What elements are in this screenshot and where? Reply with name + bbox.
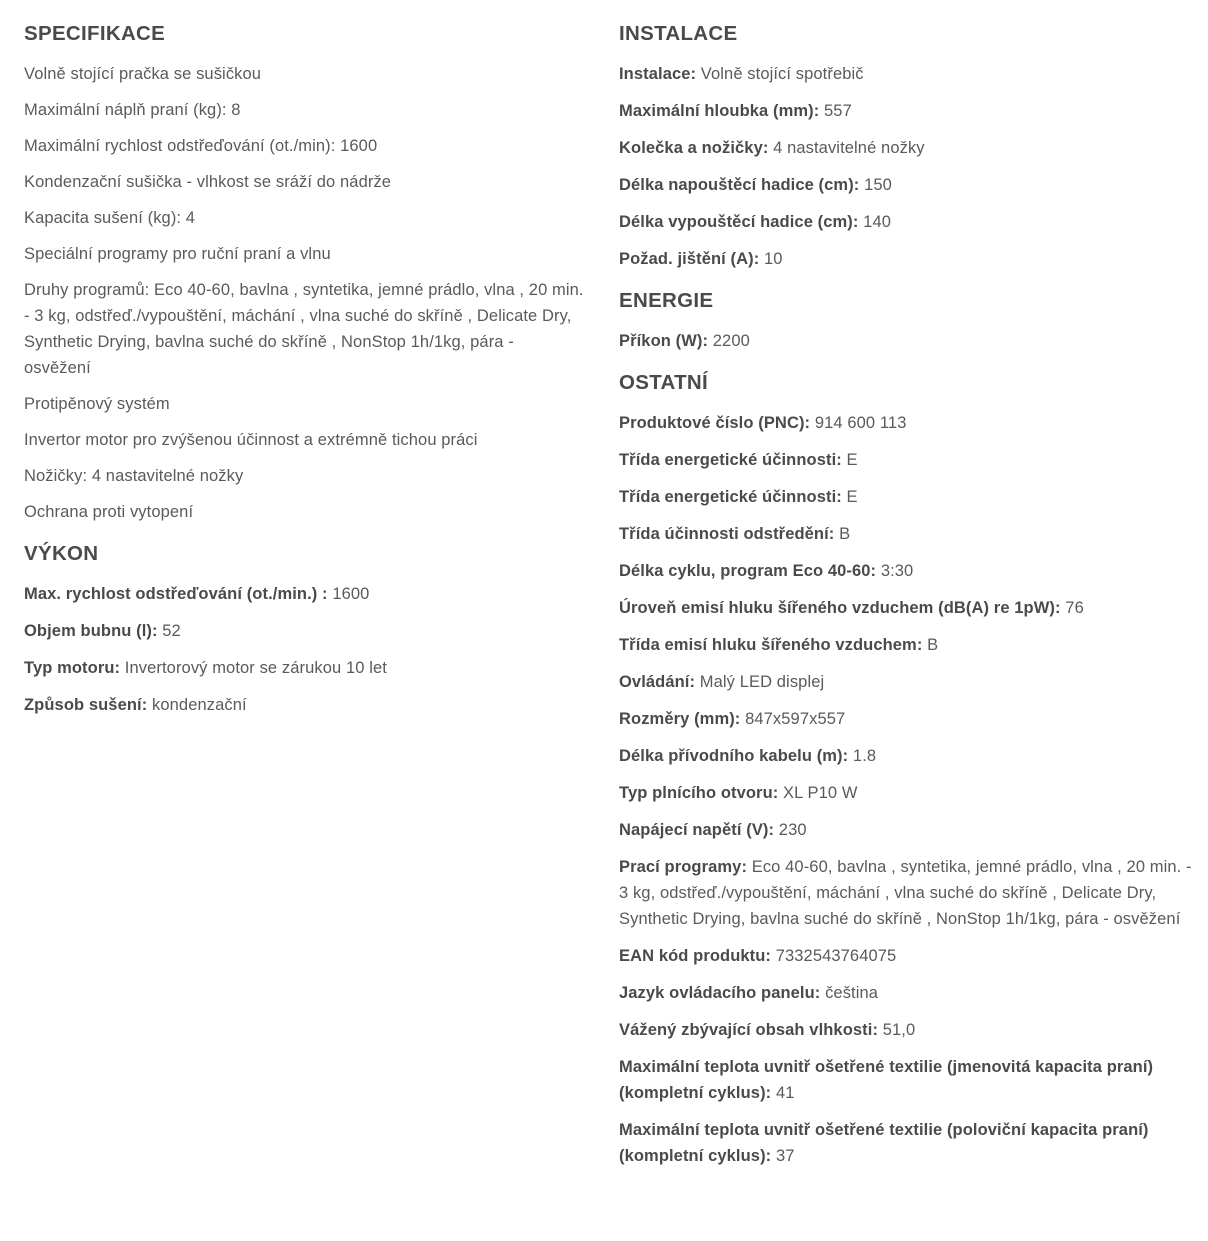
spec-label: Prací programy: xyxy=(619,858,748,876)
spec-label: Maximální hloubka (mm): xyxy=(619,102,820,120)
spec-row xyxy=(619,1054,1194,1106)
spec-row xyxy=(619,246,1194,272)
spec-label: EAN kód produktu: xyxy=(619,947,772,965)
right-column xyxy=(619,19,1194,1180)
spec-value: Volně stojící spotřebič xyxy=(696,65,864,83)
spec-value: 37 xyxy=(771,1147,795,1165)
spec-row xyxy=(619,1017,1194,1043)
spec-row xyxy=(619,854,1194,932)
spec-label: Třída energetické účinnosti: xyxy=(619,451,842,469)
spec-row xyxy=(619,743,1194,769)
spec-label: Délka cyklu, program Eco 40-60: xyxy=(619,562,877,580)
spec-row xyxy=(619,669,1194,695)
spec-row xyxy=(619,780,1194,806)
section-title-energie: ENERGIE xyxy=(619,289,714,312)
spec-row xyxy=(619,98,1194,124)
spec-value: 140 xyxy=(858,213,891,231)
section-instalace xyxy=(619,19,1194,272)
spec-row xyxy=(619,410,1194,436)
section-vykon xyxy=(24,539,584,718)
spec-value: 52 xyxy=(157,622,181,640)
spec-label: Rozměry (mm): xyxy=(619,710,741,728)
spec-value: 51,0 xyxy=(878,1021,916,1039)
spec-row xyxy=(619,447,1194,473)
spec-value: 150 xyxy=(859,176,892,194)
spec-item: Kapacita sušení (kg): 4 xyxy=(24,209,196,227)
spec-label: Požad. jištění (A): xyxy=(619,250,760,268)
section-title-instalace: INSTALACE xyxy=(619,22,738,45)
spec-label: Max. rychlost odstřeďování (ot./min.) : xyxy=(24,585,328,603)
spec-row xyxy=(619,980,1194,1006)
spec-row xyxy=(619,706,1194,732)
spec-label: Úroveň emisí hluku šířeného vzduchem (dB(A) re 1pW): xyxy=(619,599,1061,617)
section-title-specifikace: SPECIFIKACE xyxy=(24,22,166,45)
spec-item: Invertor motor pro zvýšenou účinnost a extrémně tichou práci xyxy=(24,431,478,449)
spec-label: Napájecí napětí (V): xyxy=(619,821,775,839)
spec-item: Maximální rychlost odstřeďování (ot./min): 1600 xyxy=(24,137,378,155)
spec-row xyxy=(619,328,1194,354)
spec-value: 230 xyxy=(774,821,807,839)
spec-value: 914 600 113 xyxy=(810,414,907,432)
spec-value: 76 xyxy=(1060,599,1084,617)
spec-value: XL P10 W xyxy=(778,784,858,802)
spec-label: Příkon (W): xyxy=(619,332,709,350)
spec-value: 2200 xyxy=(708,332,750,350)
spec-label: Třída emisí hluku šířeného vzduchem: xyxy=(619,636,923,654)
spec-label: Ovládání: xyxy=(619,673,696,691)
spec-value: 1600 xyxy=(327,585,370,603)
spec-value: 847x597x557 xyxy=(740,710,846,728)
spec-label: Délka vypouštěcí hadice (cm): xyxy=(619,213,859,231)
spec-row xyxy=(619,595,1194,621)
spec-label: Třída účinnosti odstředění: xyxy=(619,525,835,543)
spec-value: Eco 40-60, bavlna , syntetika, jemné prádlo, vlna , 20 min. - 3 kg, odstřeď./vypouštění, máchání , vlna suché do skříně , Delicate Dry, Synthetic Drying, bavlna suché do skříně , NonStop 1h/1kg, pára - osvěžení xyxy=(619,858,1192,928)
spec-label: Vážený zbývající obsah vlhkosti: xyxy=(619,1021,879,1039)
section-energie xyxy=(619,286,1194,354)
spec-row xyxy=(619,135,1194,161)
spec-row xyxy=(619,817,1194,843)
spec-item: Maximální náplň praní (kg): 8 xyxy=(24,101,241,119)
spec-value: Invertorový motor se zárukou 10 let xyxy=(120,659,387,677)
spec-row xyxy=(619,484,1194,510)
spec-value: 557 xyxy=(819,102,852,120)
spec-label: Jazyk ovládacího panelu: xyxy=(619,984,821,1002)
spec-label: Kolečka a nožičky: xyxy=(619,139,769,157)
spec-value: čeština xyxy=(820,984,879,1002)
spec-row xyxy=(24,618,584,644)
spec-value: B xyxy=(834,525,851,543)
spec-label: Instalace: xyxy=(619,65,697,83)
spec-row xyxy=(619,61,1194,87)
spec-label: Produktové číslo (PNC): xyxy=(619,414,811,432)
spec-value: 10 xyxy=(759,250,783,268)
spec-value: Malý LED displej xyxy=(695,673,825,691)
spec-row xyxy=(619,172,1194,198)
spec-value: E xyxy=(841,488,858,506)
spec-row xyxy=(619,943,1194,969)
spec-label: Typ plnícího otvoru: xyxy=(619,784,779,802)
spec-label: Objem bubnu (l): xyxy=(24,622,158,640)
spec-label: Délka napouštěcí hadice (cm): xyxy=(619,176,860,194)
spec-item: Volně stojící pračka se sušičkou xyxy=(24,65,262,83)
section-ostatni xyxy=(619,368,1194,1169)
spec-row xyxy=(619,209,1194,235)
spec-value: 3:30 xyxy=(876,562,914,580)
spec-item: Speciální programy pro ruční praní a vlnu xyxy=(24,245,331,263)
spec-value: kondenzační xyxy=(147,696,247,714)
spec-label: Maximální teplota uvnitř ošetřené textilie (poloviční kapacita praní) (kompletní cyklus): xyxy=(619,1121,1149,1165)
spec-label: Typ motoru: xyxy=(24,659,121,677)
spec-label: Maximální teplota uvnitř ošetřené textilie (jmenovitá kapacita praní) (kompletní cyklus): xyxy=(619,1058,1154,1102)
spec-item: Protipěnový systém xyxy=(24,395,170,413)
spec-label: Délka přívodního kabelu (m): xyxy=(619,747,849,765)
spec-label: Způsob sušení: xyxy=(24,696,148,714)
spec-label: Třída energetické účinnosti: xyxy=(619,488,842,506)
spec-value: 7332543764075 xyxy=(771,947,897,965)
spec-row xyxy=(619,1117,1194,1169)
spec-row xyxy=(619,558,1194,584)
spec-value: B xyxy=(922,636,939,654)
spec-value: 4 nastavitelné nožky xyxy=(768,139,925,157)
spec-row xyxy=(24,692,584,718)
section-title-ostatni: OSTATNÍ xyxy=(619,371,709,394)
spec-item: Nožičky: 4 nastavitelné nožky xyxy=(24,467,244,485)
spec-item: Druhy programů: Eco 40-60, bavlna , syntetika, jemné prádlo, vlna , 20 min. - 3 kg, odstřeď./vypouštění, máchání , vlna suché do skříně , Delicate Dry, Synthetic Drying, bavlna suché do skříně , NonStop 1h/1kg, pára - osvěžení xyxy=(24,281,584,377)
spec-row xyxy=(24,655,584,681)
spec-row xyxy=(24,581,584,607)
section-title-vykon: VÝKON xyxy=(24,542,99,565)
spec-value: 41 xyxy=(771,1084,795,1102)
spec-value: E xyxy=(841,451,858,469)
spec-row xyxy=(619,521,1194,547)
spec-value: 1.8 xyxy=(848,747,877,765)
left-column xyxy=(24,19,584,729)
spec-row xyxy=(619,632,1194,658)
spec-item: Kondenzační sušička - vlhkost se sráží do nádrže xyxy=(24,173,392,191)
section-specifikace xyxy=(24,19,584,525)
spec-item: Ochrana proti vytopení xyxy=(24,503,194,521)
